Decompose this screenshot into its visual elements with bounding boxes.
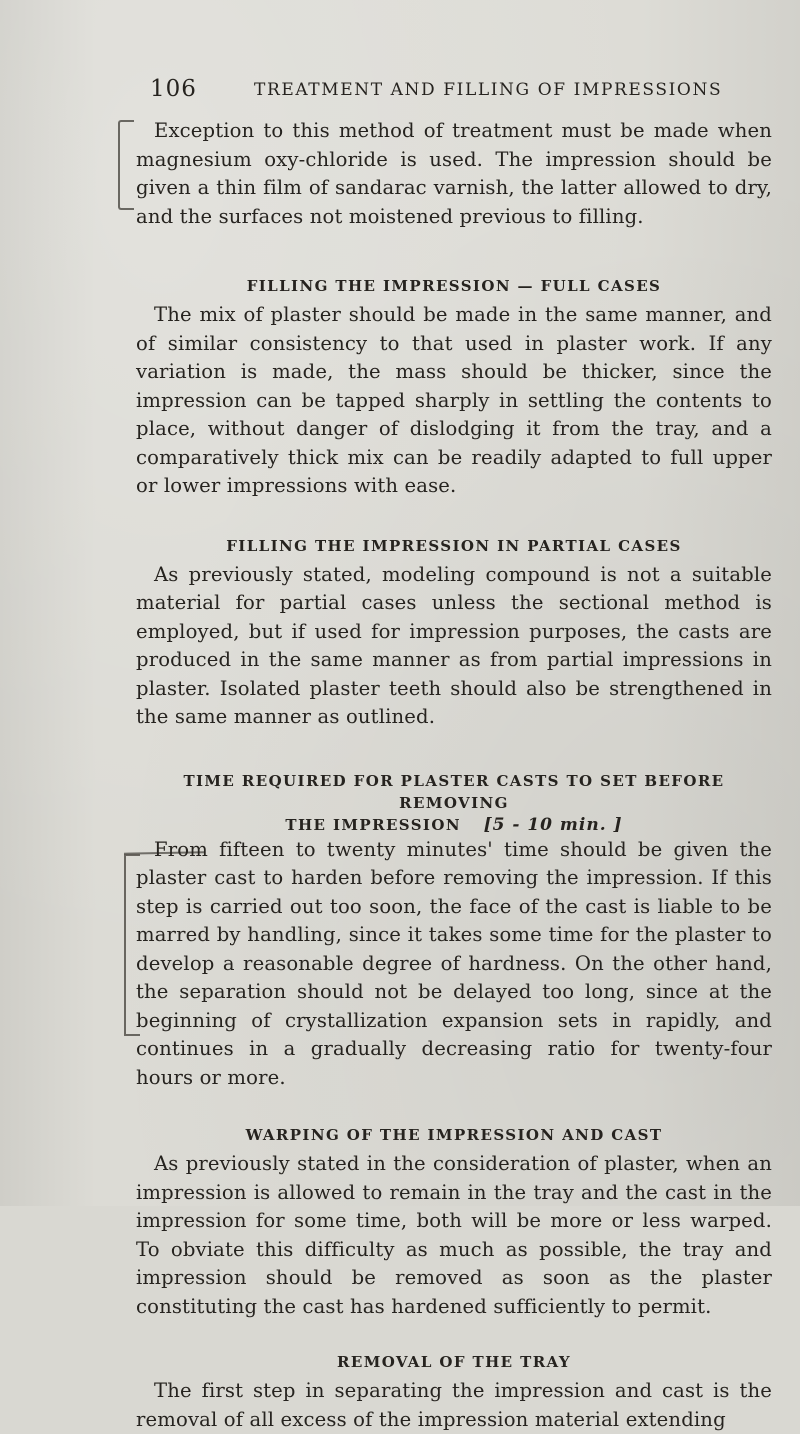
running-head: TREATMENT AND FILLING OF IMPRESSIONS (254, 80, 723, 100)
page-body (136, 117, 772, 1434)
section-heading-line: THE IMPRESSION (285, 815, 461, 834)
section-heading-line: TIME REQUIRED FOR PLASTER CASTS TO SET BEFORE REMOVING (183, 771, 725, 812)
page-header (150, 76, 770, 106)
section-paragraph: As previously stated in the consideration of plaster, when an impression is allowed to remain in the tray and the cast in the impression for some time, both will be more or less warped. To obviate this difficulty as much as possible, the tray and impression should be removed as soon as the plaster constituting the cast has hardened sufficiently to permit. (136, 1152, 772, 1318)
section-heading: FILLING THE IMPRESSION — FULL CASES (246, 277, 662, 295)
section-paragraph: The mix of plaster should be made in the same manner, and of similar consistency to that used in plaster work. If any variation is made, the mass should be thicker, since the impression can be tapped sharply in settling the contents to place, without danger of dislodging it from the tray, and a comparatively thick mix can be readily adapted to full upper or lower impressions with ease. (136, 303, 772, 497)
section-heading: WARPING OF THE IMPRESSION AND CAST (245, 1126, 663, 1144)
section-heading: REMOVAL OF THE TRAY (337, 1353, 571, 1371)
section-heading (136, 770, 772, 836)
pencil-bracket-mark (118, 120, 134, 210)
section-paragraph: From fifteen to twenty minutes' time should be given the plaster cast to harden before removing the impression. If this step is carried out too soon, the face of the cast is liable to be marred by handling, since it takes some time for the plaster to develop a reasonable degree of hardness. On the other hand, the separation should not be delayed too long, since at the beginning of crystallization expansion sets in rapidly, and continues in a gradually decreasing ratio for twenty-four hours or more. (136, 837, 772, 1089)
section-paragraph: As previously stated, modeling compound is not a suitable material for partial cases unless the sectional method is employed, but if used for impression purposes, the casts are produced in the same manner as from partial impressions in plaster. Isolated plaster teeth should also be strengthened in the same manner as outlined. (136, 562, 772, 728)
section-paragraph: The first step in separating the impression and cast is the removal of all excess of the impression material extending (136, 1379, 772, 1431)
handwritten-annotation: [5 - 10 min. ] (483, 814, 623, 835)
page-number: 106 (150, 76, 197, 102)
intro-paragraph: Exception to this method of treatment must be made when magnesium oxy-chloride is used. The impression should be given a thin film of sandarac varnish, the latter allowed to dry, and the surfaces not moistened previous to filling. (136, 119, 772, 228)
section-heading: FILLING THE IMPRESSION IN PARTIAL CASES (226, 536, 682, 555)
